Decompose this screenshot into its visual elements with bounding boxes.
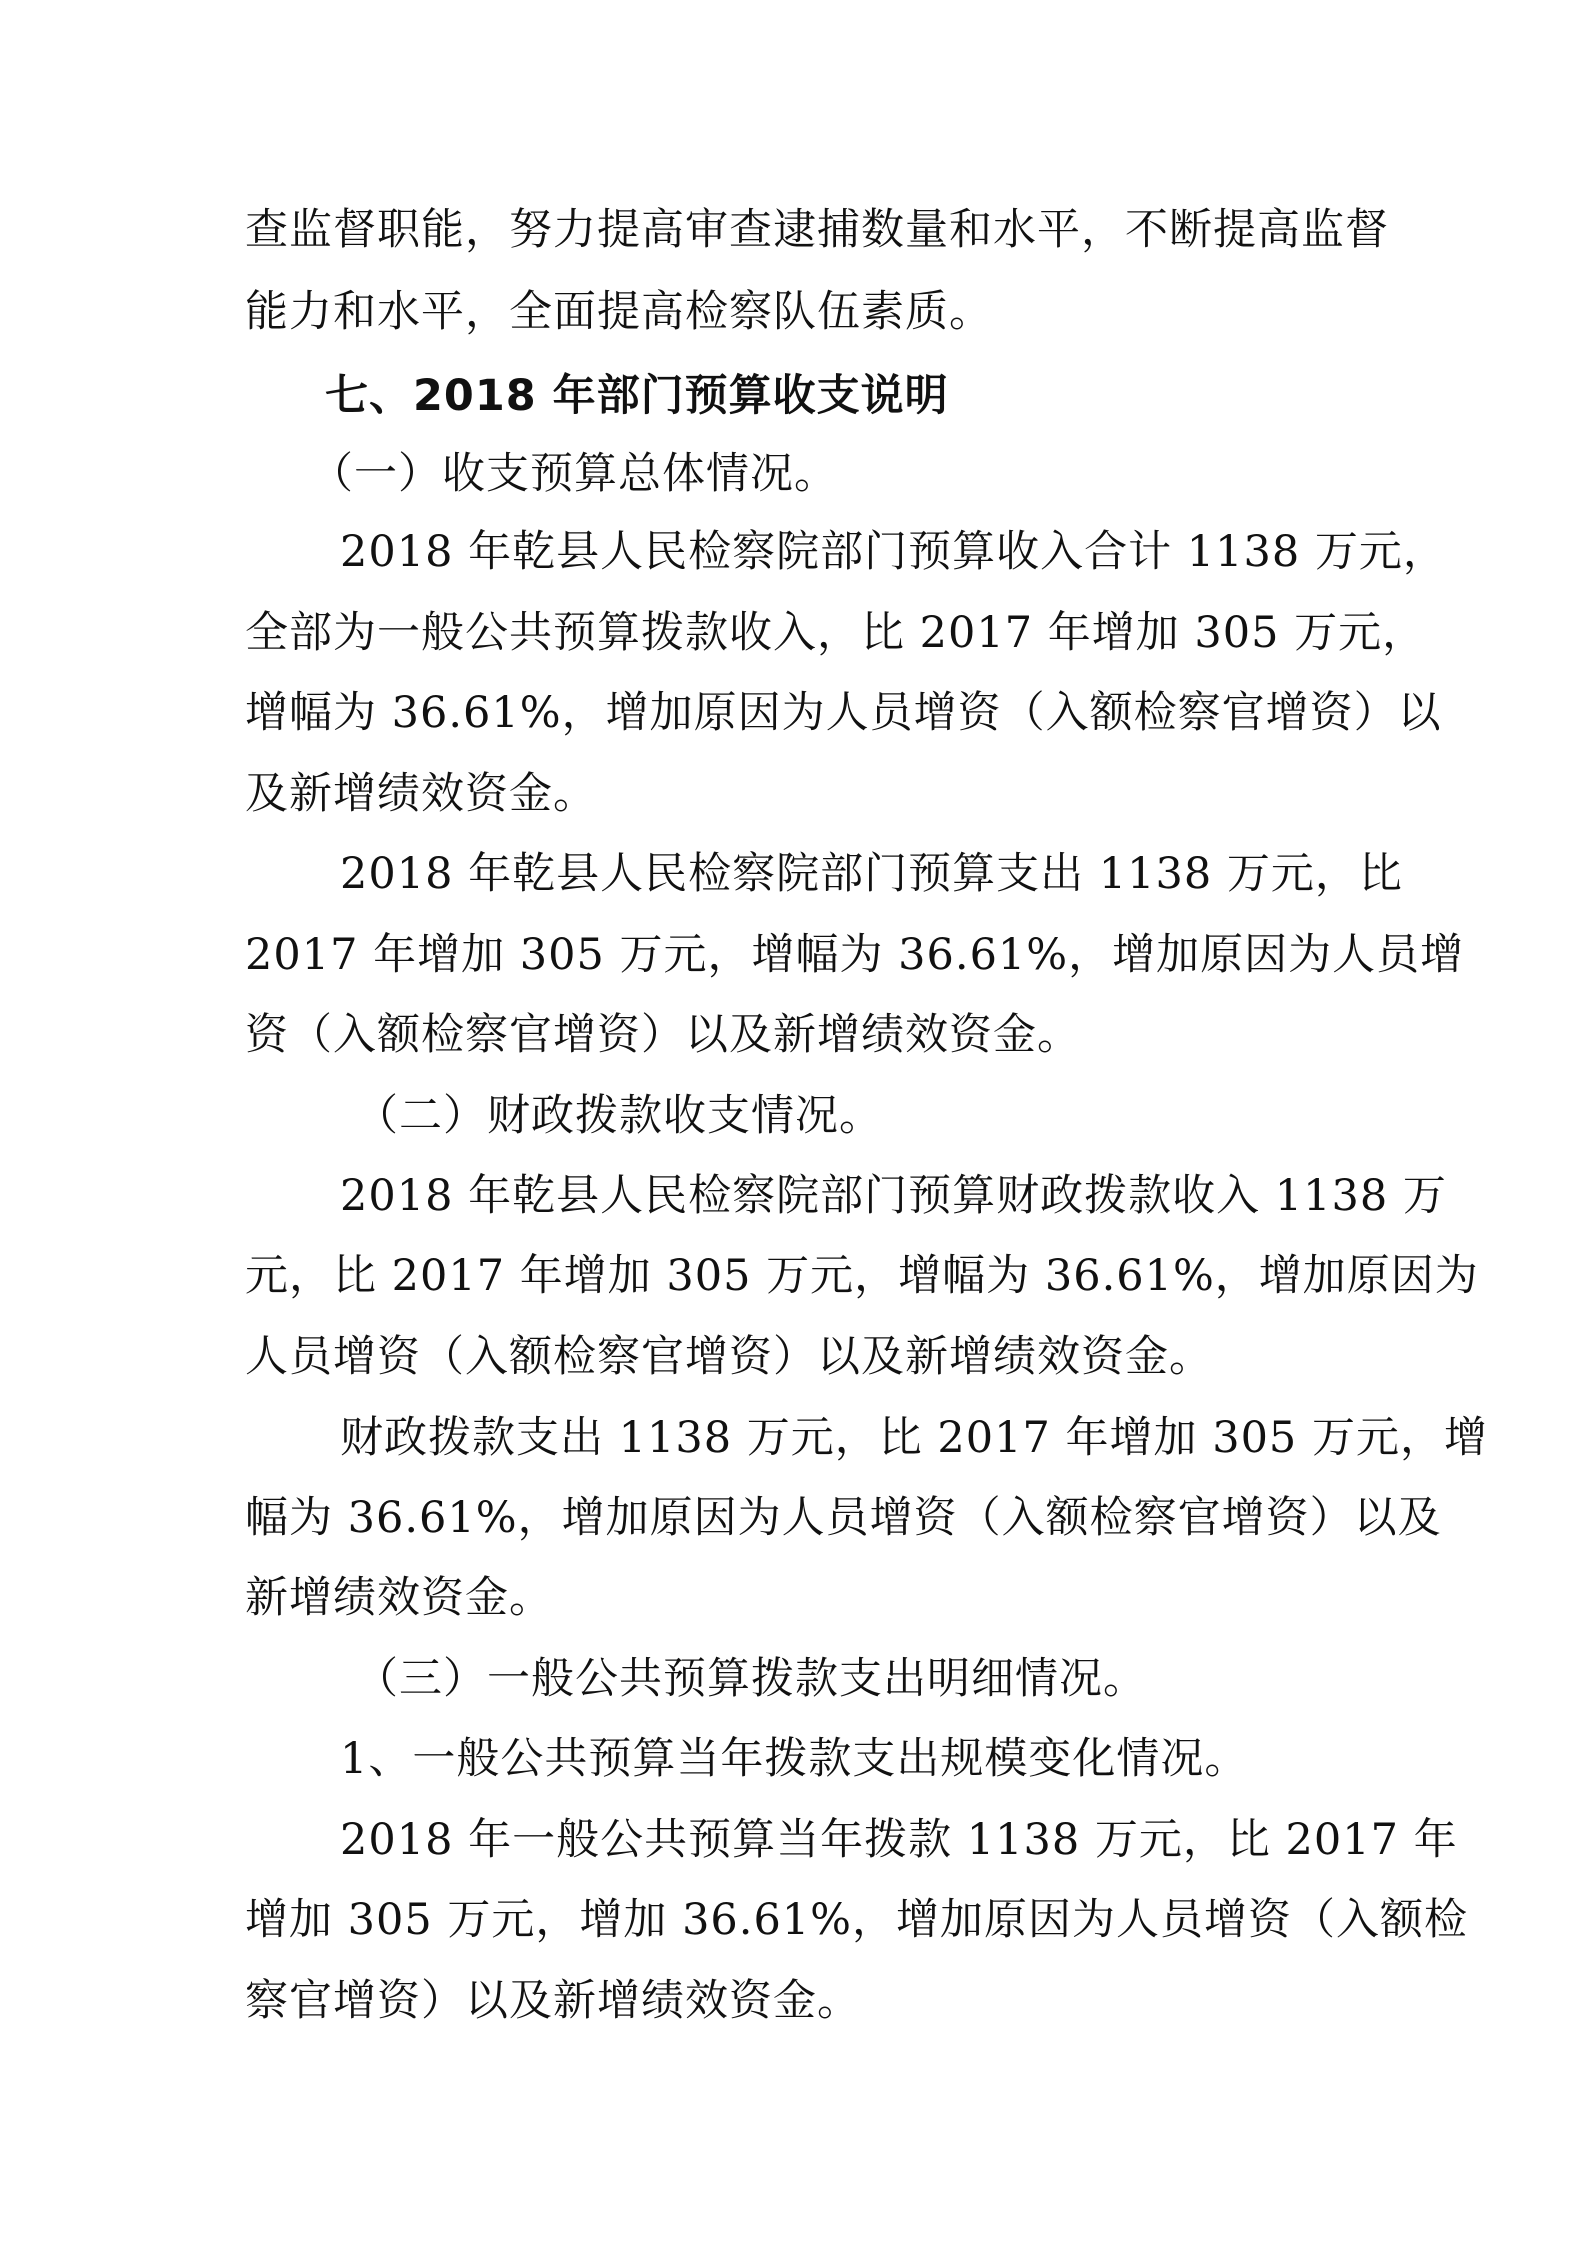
subsection-heading: （一）收支预算总体情况。: [310, 449, 838, 499]
paragraph-line: 财政拨款支出 1138 万元，比 2017 年增加 305 万元，增: [340, 1413, 1488, 1463]
paragraph-line: 人员增资（入额检察官增资）以及新增绩效资金。: [245, 1332, 1213, 1382]
paragraph-line: 元，比 2017 年增加 305 万元，增幅为 36.61%，增加原因为: [245, 1251, 1479, 1301]
paragraph-line: 新增绩效资金。: [245, 1573, 553, 1623]
paragraph-line: 2017 年增加 305 万元，增幅为 36.61%，增加原因为人员增: [245, 930, 1465, 980]
subsection-heading: （三）一般公共预算拨款支出明细情况。: [355, 1654, 1147, 1704]
paragraph-line: 幅为 36.61%，增加原因为人员增资（入额检察官增资）以及: [245, 1493, 1442, 1543]
paragraph-line: 增幅为 36.61%，增加原因为人员增资（入额检察官增资）以: [245, 688, 1442, 738]
paragraph-line: 能力和水平，全面提高检察队伍素质。: [245, 287, 993, 337]
paragraph-line: 2018 年乾县人民检察院部门预算财政拨款收入 1138 万: [340, 1171, 1447, 1221]
section-heading: 七、2018 年部门预算收支说明: [325, 371, 949, 421]
list-item-heading: 1、一般公共预算当年拨款支出规模变化情况。: [340, 1734, 1249, 1784]
paragraph-line: 查监督职能，努力提高审查逮捕数量和水平，不断提高监督: [245, 205, 1389, 255]
paragraph-line: 增加 305 万元，增加 36.61%，增加原因为人员增资（入额检: [245, 1895, 1469, 1945]
paragraph-line: 2018 年乾县人民检察院部门预算支出 1138 万元，比: [340, 849, 1403, 899]
paragraph-line: 资（入额检察官增资）以及新增绩效资金。: [245, 1010, 1081, 1060]
subsection-heading: （二）财政拨款收支情况。: [355, 1091, 883, 1141]
paragraph-line: 全部为一般公共预算拨款收入，比 2017 年增加 305 万元，: [245, 608, 1427, 658]
paragraph-line: 及新增绩效资金。: [245, 769, 597, 819]
paragraph-line: 察官增资）以及新增绩效资金。: [245, 1976, 861, 2026]
paragraph-line: 2018 年乾县人民检察院部门预算收入合计 1138 万元，: [340, 527, 1447, 577]
paragraph-line: 2018 年一般公共预算当年拨款 1138 万元，比 2017 年: [340, 1815, 1458, 1865]
